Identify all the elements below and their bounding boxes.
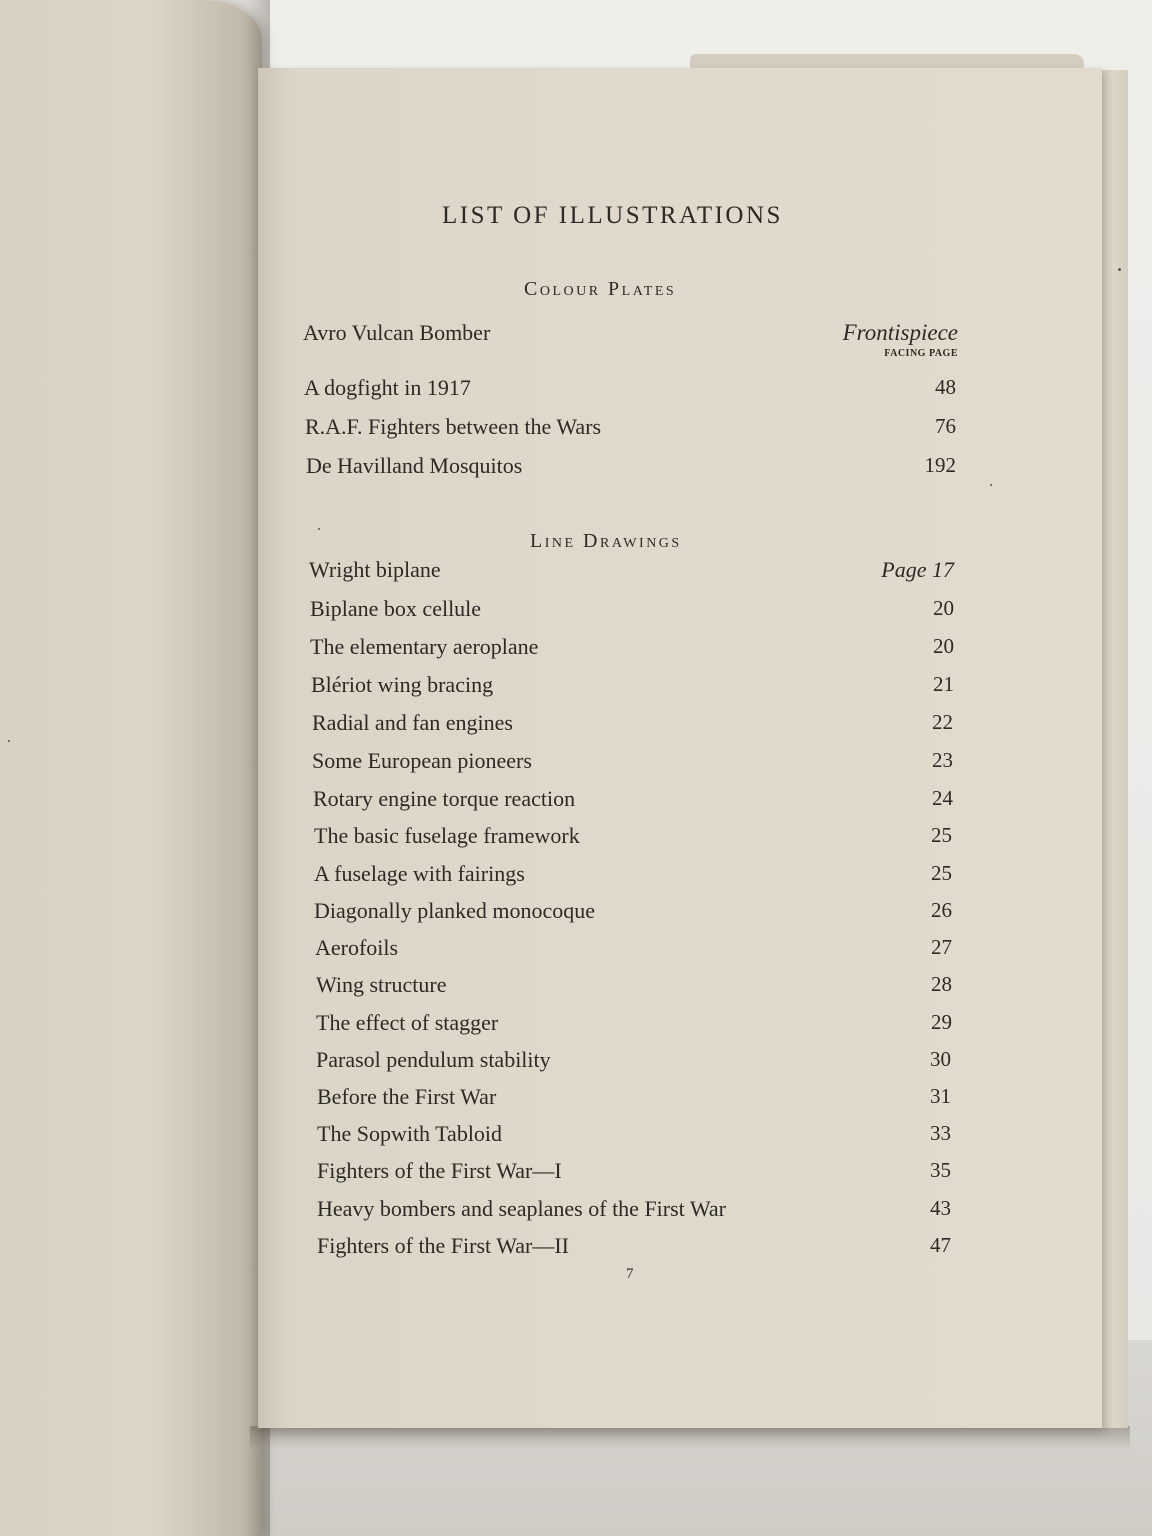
colour-plate-page-1: Frontispiece bbox=[842, 320, 958, 345]
line-drawing-page-4: 21 bbox=[933, 672, 954, 696]
paper-speck bbox=[8, 740, 10, 742]
line-drawing-page-13: 29 bbox=[931, 1010, 952, 1034]
line-drawing-page-19: 47 bbox=[930, 1233, 951, 1257]
line-drawing-title-6: Some European pioneers bbox=[312, 748, 532, 773]
line-drawing-page-2: 20 bbox=[933, 596, 954, 620]
line-drawing-title-17: Fighters of the First War—I bbox=[317, 1158, 562, 1183]
line-drawing-page-14: 30 bbox=[930, 1047, 951, 1071]
line-drawing-page-10: 26 bbox=[931, 898, 952, 922]
line-drawing-title-7: Rotary engine torque reaction bbox=[313, 786, 576, 811]
colour-plate-title-3: R.A.F. Fighters between the Wars bbox=[305, 414, 602, 439]
line-drawing-title-2: Biplane box cellule bbox=[310, 596, 482, 621]
line-drawing-page-8: 25 bbox=[931, 823, 952, 847]
line-drawing-page-7: 24 bbox=[932, 786, 953, 810]
paper-speck bbox=[990, 484, 992, 486]
line-drawing-page-5: 22 bbox=[932, 710, 953, 734]
line-drawing-title-14: Parasol pendulum stability bbox=[316, 1047, 551, 1072]
line-drawing-title-13: The effect of stagger bbox=[316, 1010, 499, 1035]
page-number: 7 bbox=[626, 1266, 634, 1282]
line-drawing-title-8: The basic fuselage framework bbox=[314, 823, 580, 848]
line-drawing-title-3: The elementary aeroplane bbox=[310, 634, 539, 659]
colour-plate-title-4: De Havilland Mosquitos bbox=[306, 453, 523, 478]
line-drawing-title-5: Radial and fan engines bbox=[312, 710, 513, 735]
line-drawing-page-1: Page 17 bbox=[881, 557, 954, 582]
page-title: LIST OF ILLUSTRATIONS bbox=[442, 202, 783, 229]
facing-page-label: FACING PAGE bbox=[884, 348, 958, 359]
colour-plate-page-2: 48 bbox=[935, 375, 956, 399]
book-shadow bbox=[250, 1426, 1130, 1450]
line-drawing-title-1: Wright biplane bbox=[309, 557, 441, 582]
line-drawing-page-9: 25 bbox=[931, 861, 952, 885]
line-drawing-page-18: 43 bbox=[930, 1196, 951, 1220]
line-drawings-heading: Line Drawings bbox=[530, 530, 682, 552]
line-drawing-title-16: The Sopwith Tabloid bbox=[317, 1121, 503, 1146]
paper-speck bbox=[1118, 268, 1121, 271]
line-drawing-title-11: Aerofoils bbox=[315, 935, 399, 960]
line-drawing-page-6: 23 bbox=[932, 748, 953, 772]
line-drawing-title-12: Wing structure bbox=[316, 972, 447, 997]
line-drawing-title-9: A fuselage with fairings bbox=[314, 861, 525, 886]
line-drawing-page-17: 35 bbox=[930, 1158, 951, 1182]
line-drawing-page-3: 20 bbox=[933, 634, 954, 658]
page-edge bbox=[1100, 70, 1128, 1428]
line-drawing-title-19: Fighters of the First War—II bbox=[317, 1233, 570, 1258]
line-drawing-page-15: 31 bbox=[930, 1084, 951, 1108]
line-drawing-page-11: 27 bbox=[931, 935, 952, 959]
line-drawing-page-12: 28 bbox=[931, 972, 952, 996]
colour-plates-heading: Colour Plates bbox=[524, 278, 677, 300]
colour-plate-page-3: 76 bbox=[935, 414, 956, 438]
left-page-gutter-shadow bbox=[150, 0, 270, 1536]
colour-plate-title-2: A dogfight in 1917 bbox=[304, 375, 471, 400]
colour-plate-title-1: Avro Vulcan Bomber bbox=[303, 320, 491, 345]
line-drawing-title-18: Heavy bombers and seaplanes of the First War bbox=[317, 1196, 726, 1221]
line-drawing-title-10: Diagonally planked monocoque bbox=[314, 898, 596, 923]
line-drawing-title-4: Blériot wing bracing bbox=[311, 672, 494, 697]
colour-plate-page-4: 192 bbox=[924, 453, 956, 477]
line-drawing-page-16: 33 bbox=[930, 1121, 951, 1145]
paper-speck bbox=[318, 528, 320, 530]
line-drawing-title-15: Before the First War bbox=[317, 1084, 497, 1109]
